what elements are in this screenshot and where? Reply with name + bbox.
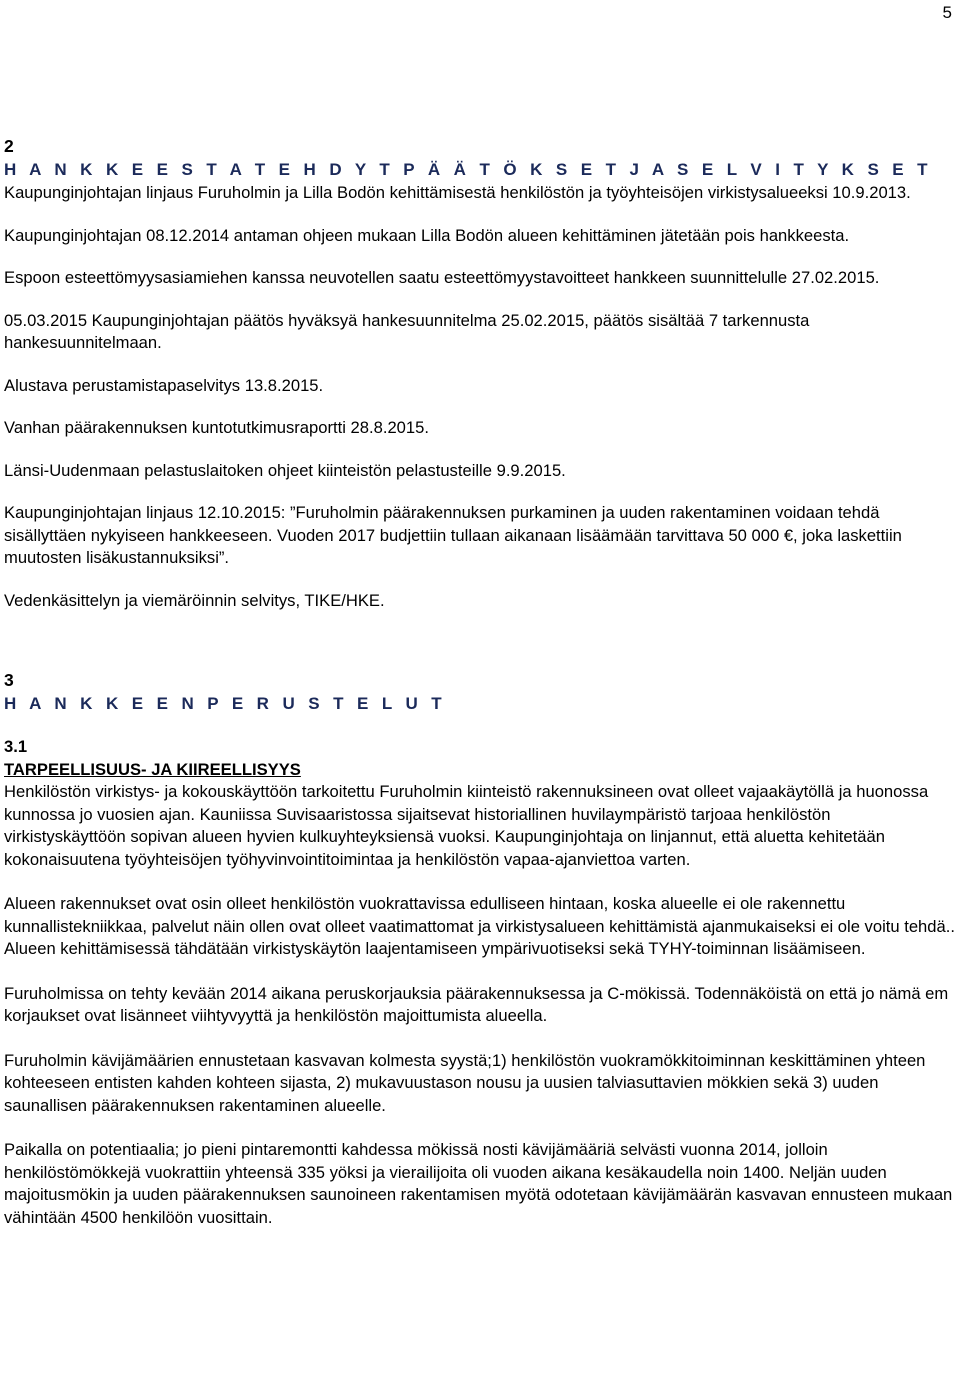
section-2-item-2: Kaupunginjohtajan 08.12.2014 antaman ohjeen mukaan Lilla Bodön alueen kehittäminen jätetään pois hankkeesta. <box>4 225 850 245</box>
section-2-item-1: Kaupunginjohtajan linjaus Furuholmin ja Lilla Bodön kehittämisestä henkilöstön ja työyhteisöjen virkistysalueeksi 10.9.2013. <box>4 183 911 202</box>
paragraph-5: Paikalla on potentiaalia; jo pieni pintaremontti kahdessa mökissä nosti kävijämääriä selvästi vuonna 2014, jolloin henkilöstömökkejä vuokrattiin yhteensä 335 yöksi ja vierailijoita oli vuoden aikana kesäkaudella noin 1400. Neljän uuden majoitusmökin ja uuden päärakennuksen saunoineen rakentamisen myötä odotetaan kävijämäärän kasvavan ennusteen mukaan vähintään 4500 henkilöön vuosittain. <box>4 1140 953 1227</box>
section-2-heading: H A N K K E E S T A T E H D Y T P Ä Ä T Ö K S E T J A S E L V I T Y K S E T <box>4 160 932 179</box>
subsection-3-1-heading: TARPEELLISUUS- JA KIIREELLISYYS <box>4 759 301 779</box>
paragraph-1: Henkilöstön virkistys- ja kokouskäyttöön tarkoitettu Furuholmin kiinteistö rakennuksineen ovat olleet vajaakäytöllä ja huonossa kunnossa jo vuosien ajan. Kauniissa Suvisaaristossa sijaitsevat historiallinen huvilaympäristö tarjoaa henkilöstön virkistyskäyttöön sopivan alueen hyvien kulkuyhteyksiensä vuoksi. Kaupunginjohtaja on linjannut, että aluetta kehitetään kokonaisuutena työyhteisöjen työhyvinvointitoimintaa ja henkilöstön vapaa-ajanviettoa varten. <box>4 782 929 869</box>
section-2-item-5: Alustava perustamistapaselvitys 13.8.2015. <box>4 375 324 395</box>
section-2-item-3: Espoon esteettömyysasiamiehen kanssa neuvotellen saatu esteettömyystavoitteet hankkeen suunnittelulle 27.02.2015. <box>4 268 880 287</box>
subsection-3-1-number: 3.1 <box>4 737 28 756</box>
section-2-item-9: Vedenkäsittelyn ja viemäröinnin selvitys, TIKE/HKE. <box>4 590 385 610</box>
section-3-number: 3 <box>4 670 14 690</box>
section-2-item-4: 05.03.2015 Kaupunginjohtajan päätös hyväksyä hankesuunnitelma 25.02.2015, päätös sisältää 7 tarkennusta hankesuunnitelmaan. <box>4 310 810 352</box>
section-2-item-6: Vanhan päärakennuksen kuntotutkimusraportti 28.8.2015. <box>4 418 429 437</box>
section-2-item-7: Länsi-Uudenmaan pelastuslaitoken ohjeet kiinteistön pelastusteille 9.9.2015. <box>4 460 566 480</box>
paragraph-2: Alueen rakennukset ovat osin olleet henkilöstön vuokrattavissa edulliseen hintaan, koska alueelle ei ole rakennettu kunnallistekniikkaa, palvelut näin ollen ovat olleet vaatimattomat ja virkistysalueen kehittämistä ajanmukaiseksi ei ole voitu tehdä.. Alueen kehittämisessä tähdätään virkistyskäytön laajentamiseen ympärivuotiseksi sekä TYHY-toiminnan lisäämiseen. <box>4 894 955 958</box>
page-content <box>4 134 956 1229</box>
section-3-heading: H A N K K E E N P E R U S T E L U T <box>4 694 447 713</box>
page-number: 5 <box>942 3 952 22</box>
section-2-number: 2 <box>4 136 14 156</box>
paragraph-4: Furuholmin kävijämäärien ennustetaan kasvavan kolmesta syystä;1) henkilöstön vuokramökkitoiminnan keskittäminen yhteen kohteeseen entisten kahden kohteen sijasta, 2) mukavuustason nousu ja uusien talviasuttavien mökkien sekä 3) uuden saunallisen päärakennuksen rakentaminen alueelle. <box>4 1050 926 1115</box>
section-2-item-8: Kaupunginjohtajan linjaus 12.10.2015: ”Furuholmin päärakennuksen purkaminen ja uuden rakentaminen voidaan tehdä sisällyttäen nykyiseen hankkeeseen. Vuoden 2017 budjettiin tullaan aikanaan lisäämään tarvittava 50 000 €, joka laskettiin muutosten lisäkustannuksiksi”. <box>4 503 902 567</box>
paragraph-3: Furuholmissa on tehty kevään 2014 aikana peruskorjauksia päärakennuksessa ja C-mökissä. Todennäköistä on että jo nämä em korjaukset ovat lisänneet viihtyvyyttä ja henkilöstön majoittumista alueella. <box>4 983 949 1025</box>
